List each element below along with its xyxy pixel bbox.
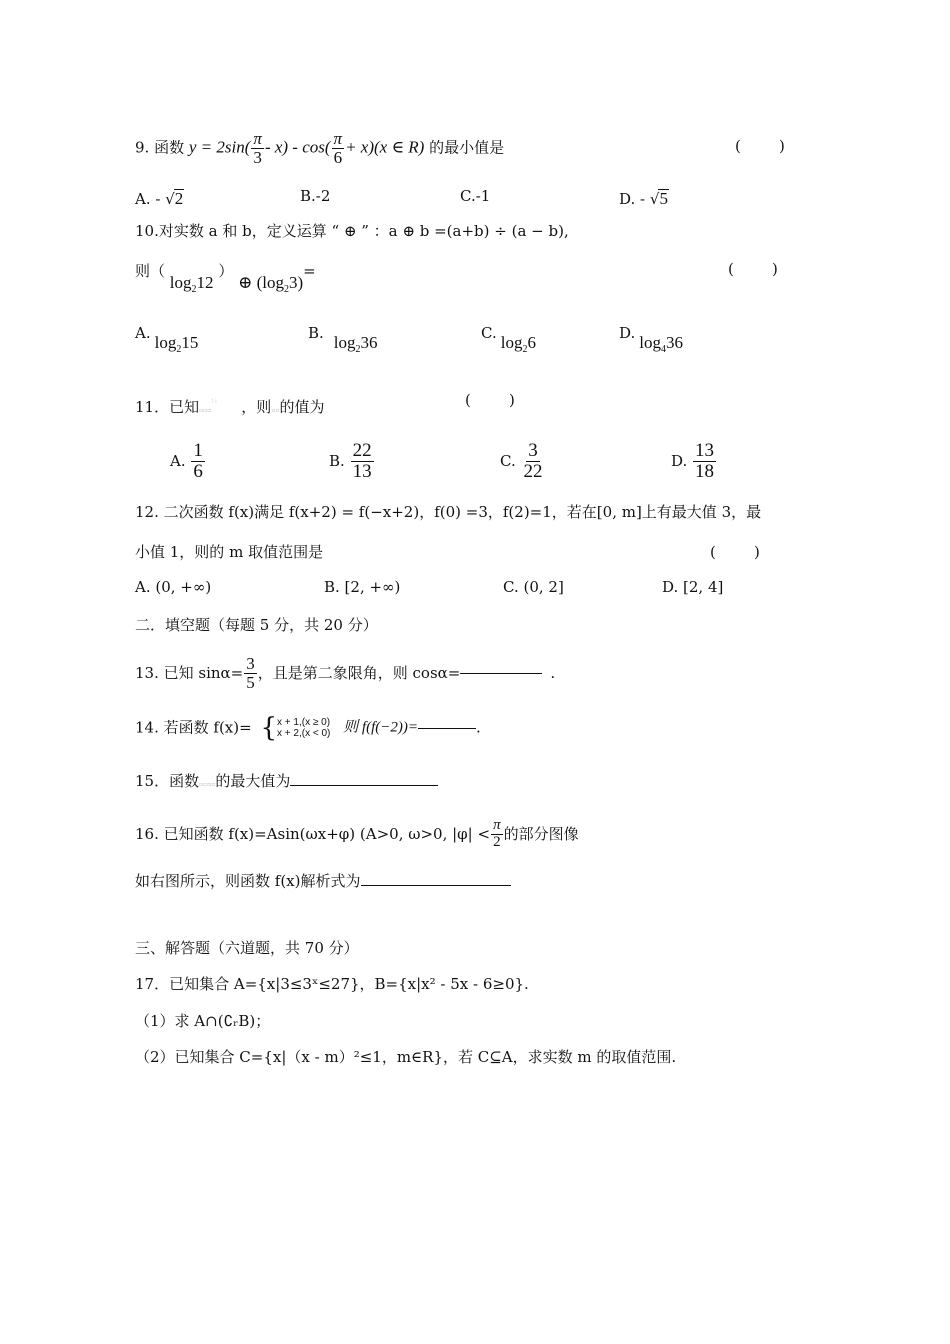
q9-option-c: C.-1: [460, 187, 491, 205]
q14-case-1: x + 1,(x ≥ 0): [277, 716, 331, 728]
q12-option-a: A. (0, +∞): [135, 578, 212, 596]
q14-end: .: [475, 718, 481, 737]
q13-prefix: 13. 已知 sinα=: [135, 663, 244, 682]
q16-line1: [135, 818, 579, 851]
q9-prefix: 9. 函数: [135, 138, 185, 157]
q14-stem: [135, 715, 481, 741]
q11-option-a-frac: [191, 441, 205, 482]
q12-line2: 小值 1，则的 m 取值范围是: [135, 543, 324, 561]
q17-line1: 17．已知集合 A={x|3≤3ˣ≤27}，B={x|x² - 5x - 6≥0}.: [135, 975, 529, 993]
q9-suffix: 的最小值是: [429, 138, 505, 157]
section-2-heading: 二．填空题（每题 5 分，共 20 分）: [135, 616, 378, 634]
q14-prefix: 14. 若函数 f(x)=: [135, 718, 252, 737]
q10-option-d-arg: 36: [666, 333, 683, 352]
q11-option-c-frac: [522, 441, 545, 482]
q10-option-a-label: A.: [135, 324, 151, 342]
q13-num: 3: [246, 654, 255, 673]
q9-pi-1: π: [253, 129, 262, 148]
q10-log-b: [238, 273, 304, 295]
q11-stem: [135, 393, 324, 423]
q9-stem: [135, 130, 504, 167]
q10-option-c: [481, 324, 536, 355]
q9-frac-pi6: [332, 130, 345, 167]
q11-formula-image-1: ▫▫▫: [199, 407, 212, 414]
q10-option-b-value: $\log_236$: [333, 333, 378, 355]
q11-option-d-den: 18: [695, 460, 715, 482]
q9-paren: ( ): [735, 137, 785, 155]
q11-prefix: 11．已知: [135, 398, 200, 416]
q13-frac: [244, 655, 257, 692]
q11-option-b-frac: [351, 441, 374, 482]
q11-option-c-label: C.: [500, 451, 516, 470]
q10-option-c-label: C.: [481, 324, 497, 342]
q11-option-d-frac: [693, 441, 716, 482]
q9-option-a-label: A. -: [135, 190, 161, 208]
q11-paren: ( ): [465, 391, 515, 409]
q13-suffix: ，且是第二象限角，则 cosα=: [257, 663, 461, 682]
q9-option-d-radicand: 5: [659, 189, 668, 208]
q9-three: 3: [253, 147, 262, 167]
q10-log-a-arg: 12: [196, 273, 214, 292]
q10-log-a: [169, 273, 214, 295]
q9-option-a: A. - √2: [135, 189, 184, 208]
q17-line2: （1）求 A∩(∁ᵣB)；: [135, 1012, 271, 1030]
q10-line2: [135, 262, 316, 295]
q10-option-a-value: $\log_215$: [154, 333, 199, 355]
q10-option-c-base: 2: [522, 344, 528, 355]
q12-option-d: D. [2, 4]: [662, 578, 724, 596]
q13-den: 5: [246, 672, 255, 692]
q15-stem: [135, 774, 438, 789]
q11-option-b: [329, 441, 375, 482]
q10-log-b-arg: 3): [289, 273, 304, 292]
q10-paren-open: 则（: [135, 262, 166, 280]
q11-option-b-num: 22: [352, 440, 372, 461]
q14-cases: [277, 717, 330, 740]
q11-suffix: 的值为: [279, 398, 325, 416]
q11-option-b-label: B.: [329, 451, 345, 470]
q10-option-d-label: D.: [619, 324, 636, 342]
q16-pi: π: [493, 817, 501, 833]
q14-case-2: x + 2,(x < 0): [277, 728, 331, 739]
q10-option-a-arg: 15: [181, 333, 199, 352]
q10-option-c-value: $\log_26$: [500, 333, 536, 355]
q10-option-c-arg: 6: [527, 333, 536, 352]
q9-expr-b: - x) - cos(: [264, 137, 331, 157]
q16-answer-blank[interactable]: [361, 885, 511, 886]
q9-option-d: D. - √5: [619, 189, 668, 208]
q11-option-b-den: 13: [352, 460, 372, 482]
q11-option-a-den: 6: [193, 460, 203, 482]
q10-paren: ( ): [728, 260, 778, 278]
q12-line1: 12. 二次函数 f(x)满足 f(x+2) = f(−x+2)，f(0) =3，f(2)=1，若在[0, m]上有最大值 3，最: [135, 503, 762, 521]
q11-option-d: [671, 441, 717, 482]
q12-option-b: B. [2, +∞): [324, 578, 401, 596]
q10-option-b-label: B.: [308, 324, 324, 342]
q10-option-d-base: 4: [661, 344, 666, 355]
q9-frac-pi3: [251, 130, 264, 167]
q11-option-c-num: 3: [528, 440, 538, 461]
q13-stem: [135, 655, 555, 692]
q15-prefix: 15．函数: [135, 772, 200, 790]
q9-pi-2: π: [333, 129, 343, 148]
q11-option-d-num: 13: [695, 440, 715, 461]
q10-line1: 10.对实数 a 和 b，定义运算 “ ⊕ ” ：a ⊕ b =(a+b) ÷ (a − b),: [135, 222, 569, 240]
q12-option-c: C. (0, 2]: [503, 578, 564, 596]
q10-log-a-word: log: [169, 273, 192, 292]
q13-answer-blank[interactable]: [460, 673, 542, 674]
q11-option-c-den: 22: [523, 460, 543, 482]
q15-formula-image: ▫▫▫▫: [199, 781, 216, 788]
q10-option-b-base: 2: [355, 344, 361, 355]
q10-eq: =: [303, 262, 316, 280]
q9-option-b: B.-2: [300, 187, 331, 205]
q14-piecewise: [260, 715, 330, 741]
q15-answer-blank[interactable]: [290, 785, 438, 786]
q14-answer-blank[interactable]: [418, 728, 476, 729]
q13-end: .: [550, 663, 556, 682]
q16-line2: [135, 874, 511, 889]
q15-suffix: 的最大值为: [215, 772, 291, 790]
q12-paren: ( ): [710, 543, 760, 561]
q11-option-a-label: A.: [170, 451, 186, 470]
q9-option-a-radicand: 2: [174, 189, 184, 208]
q11-formula-image-3: ▫▫: [271, 407, 280, 414]
q11-option-a: [170, 441, 206, 482]
q11-formula-image-2: ⁝ ⁞: [211, 398, 217, 405]
q10-option-a-base: 2: [176, 344, 182, 355]
q9-six: 6: [333, 147, 343, 167]
q16-two: 2: [493, 833, 501, 850]
q10-option-a: [135, 324, 199, 355]
q16-suffix: 的部分图像: [503, 824, 579, 843]
q11-option-d-label: D.: [671, 451, 688, 470]
q10-log-a-base: 2: [191, 284, 197, 295]
q10-log-b-base: 2: [284, 284, 289, 295]
q11-option-a-num: 1: [193, 440, 203, 461]
q10-option-b: [308, 324, 378, 355]
q11-mid: ，则: [241, 398, 272, 416]
q16-prefix: 16. 已知函数 f(x)=Asin(ωx+φ) (A>0, ω>0, |φ| <: [135, 824, 491, 843]
q9-expr-c: + x)(x ∈ R): [345, 137, 425, 157]
q16-line2-text: 如右图所示，则函数 f(x)解析式为: [135, 872, 361, 890]
q14-brace: {: [260, 713, 278, 743]
q16-frac: [491, 818, 503, 851]
q10-option-d-value: $\log_436$: [639, 333, 683, 355]
section-3-heading: 三、解答题（六道题，共 70 分）: [135, 939, 359, 957]
q9-option-d-label: D. -: [619, 190, 646, 208]
q10-op: ⊕ (log: [238, 273, 284, 292]
q14-suffix: 则 f(f(−2))=: [343, 719, 418, 736]
q11-option-c: [500, 441, 546, 482]
q10-option-b-arg: 36: [360, 333, 378, 352]
q17-line3: （2）已知集合 C={x|（x - m）²≤1，m∈R}，若 C⊆A，求实数 m 的取值范围.: [135, 1048, 677, 1066]
q10-option-d: [619, 324, 683, 355]
q10-paren-close: ）: [218, 262, 234, 280]
q9-expr-a: y = 2sin(: [188, 137, 251, 157]
